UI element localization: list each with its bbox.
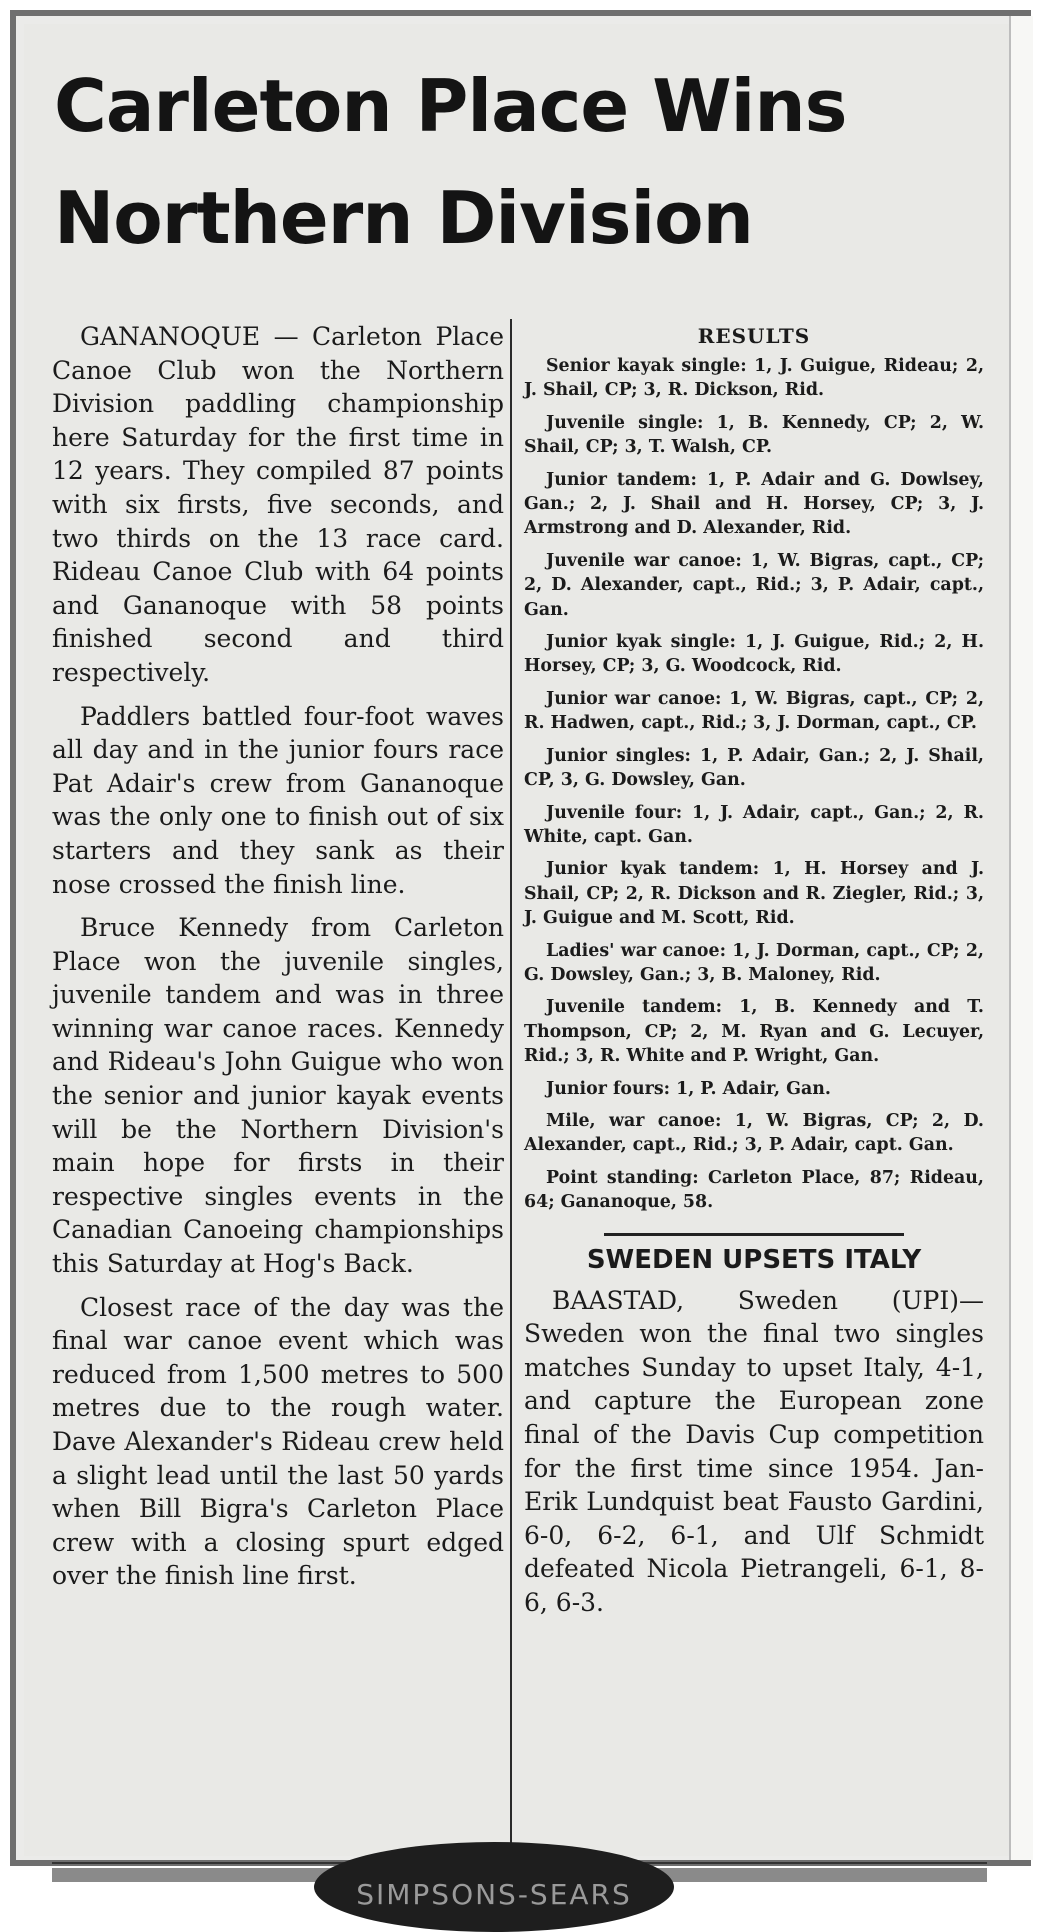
headline-line-2: Northern Division [54,176,753,260]
result-item: Junior singles: 1, P. Adair, Gan.; 2, J. Shail, CP, 3, G. Dowsley, Gan. [524,745,984,791]
story-paragraph: Closest race of the day was the final war canoe event which was reduced from 1,500 metres to 500 metres due to the rough water. Dave Alexander's Rideau crew held a slight lead until the last 50 yards when Bill Bigra's Carleton Place crew with a closing spurt edged over the finish line first. [52,1292,504,1591]
sidebar-body: BAASTAD, Sweden (UPI)—Sweden won the final two singles matches Sunday to upset Italy, 4-1, and capture the European zone final of the Davis Cup competition for the first time since 1954. Jan-Erik Lundquist beat Fausto Gardini, 6-0, 6-2, 6-1, and Ulf Schmidt defeated Nicola Pietrangeli, 6-1, 8-6, 6-3. [524,1285,984,1617]
result-item: Junior war canoe: 1, W. Bigras, capt., CP; 2, R. Hadwen, capt., Rid.; 3, J. Dorman, capt., CP. [524,688,984,734]
result-item: Ladies' war canoe: 1, J. Dorman, capt., CP; 2, G. Dowsley, Gan.; 3, B. Maloney, Rid. [524,940,984,985]
result-item: Senior kayak single: 1, J. Guigue, Rideau; 2, J. Shail, CP; 3, R. Dickson, Rid. [524,356,984,401]
result-item: Juvenile tandem: 1, B. Kennedy and T. Thompson, CP; 2, M. Ryan and G. Lecuyer, Rid.; 3, R. White and P. Wright, Gan. [524,997,984,1067]
result-item: Juvenile war canoe: 1, W. Bigras, capt., CP; 2, D. Alexander, capt., Rid.; 3, P. Adair, capt., Gan. [524,550,984,620]
headline-line-1: Carleton Place Wins [54,64,847,148]
story-paragraph: Paddlers battled four-foot waves all day and in the junior fours race Pat Adair's crew from Gananoque was the only one to finish out of six starters and they sank as their nose crossed the finish line. [52,701,504,899]
result-item: Juvenile single: 1, B. Kennedy, CP; 2, W. Shail, CP; 3, T. Walsh, CP. [524,412,984,458]
ad-text: SIMPSONS-SEARS [356,1878,632,1911]
result-item: Mile, war canoe: 1, W. Bigras, CP; 2, D. Alexander, capt., Rid.; 3, P. Adair, capt. Gan. [524,1110,984,1156]
results-heading: RESULTS [697,324,811,348]
clipping-frame [10,10,1031,1911]
newspaper-clipping [24,24,1009,1911]
result-item: Junior fours: 1, P. Adair, Gan. [546,1078,831,1099]
ad-logo [314,1842,674,1932]
result-item: Junior kyak tandem: 1, H. Horsey and J. Shail, CP; 2, R. Dickson and R. Ziegler, Rid.; 3, J. Guigue and M. Scott, Rid. [524,859,984,929]
result-item: Junior kyak single: 1, J. Guigue, Rid.; 2, H. Horsey, CP; 3, G. Woodcock, Rid. [524,632,984,677]
sidebar-rule [604,1233,904,1236]
story-paragraph: GANANOQUE — Carleton Place Canoe Club won the Northern Division paddling championship here Saturday for the first time in 12 years. They compiled 87 points with six firsts, five seconds, and two thirds on the 13 race card. Rideau Canoe Club with 64 points and Gananoque with 58 points finished second and third respectively. [52,322,504,687]
result-item: Point standing: Carleton Place, 87; Rideau, 64; Gananoque, 58. [524,1167,984,1213]
result-item: Juvenile four: 1, J. Adair, capt., Gan.; 2, R. White, capt. Gan. [524,802,984,847]
result-item: Junior tandem: 1, P. Adair and G. Dowlsey, Gan.; 2, J. Shail and H. Horsey, CP; 3, J. Armstrong and D. Alexander, Rid. [524,469,984,539]
column-divider [510,319,512,1917]
results-column [524,322,984,1620]
story-paragraph: Bruce Kennedy from Carleton Place won the juvenile singles, juvenile tandem and was in three winning war canoe races. Kennedy and Rideau's John Guigue who won the senior and junior kayak events will be the Northern Division's main hope for firsts in their respective singles events in the Canadian Canoeing championships this Saturday at Hog's Back. [52,913,504,1279]
headline [54,50,984,274]
sidebar-headline: SWEDEN UPSETS ITALY [586,1244,922,1275]
page-edge [1009,16,1033,1860]
story-column [52,320,504,1603]
